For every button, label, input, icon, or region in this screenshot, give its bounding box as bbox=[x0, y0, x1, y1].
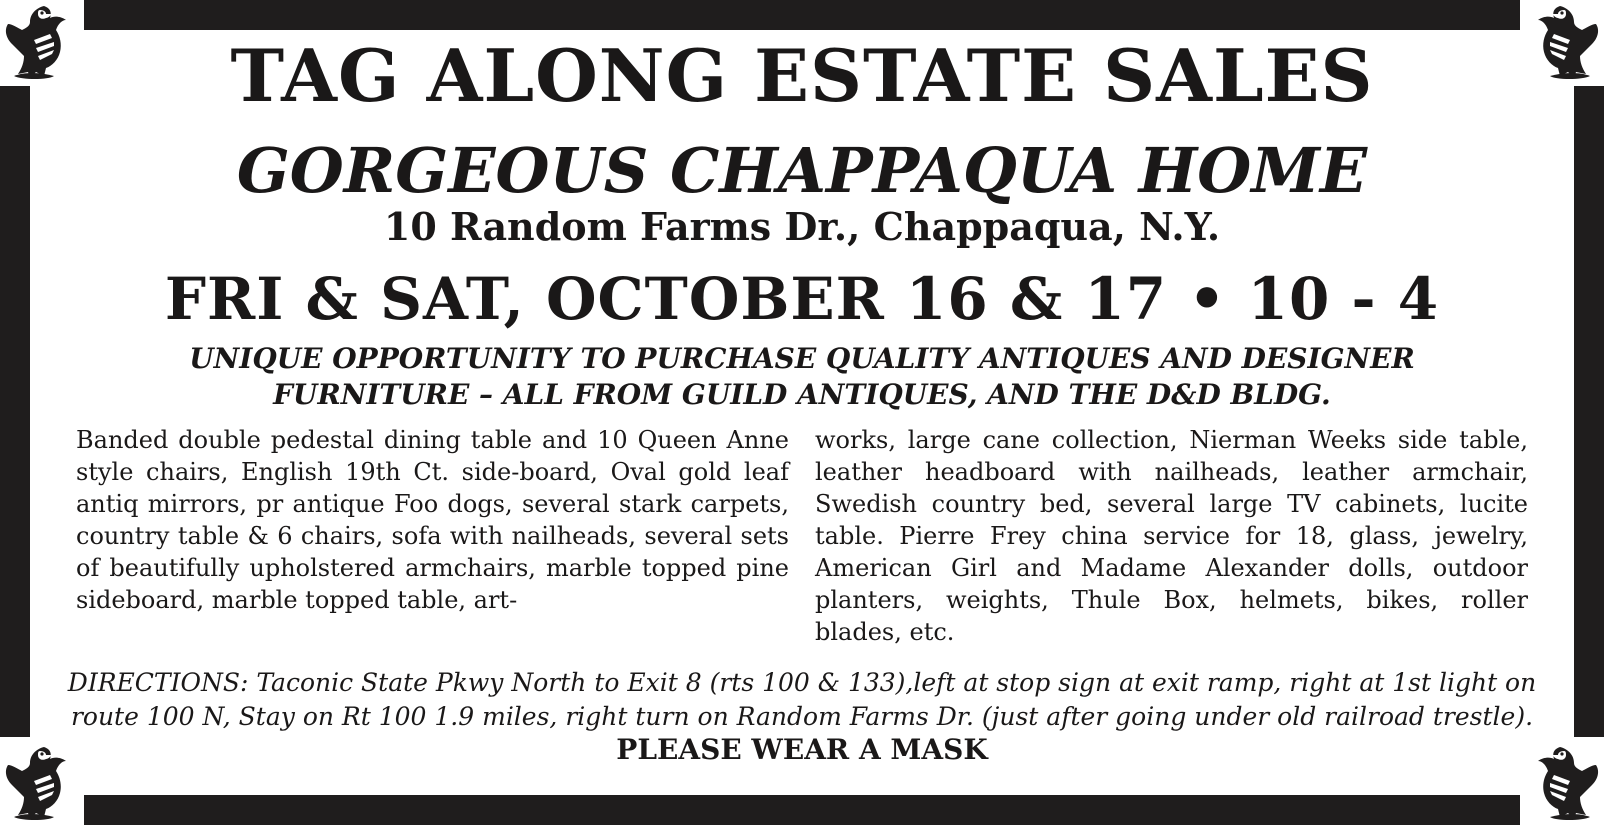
border-top bbox=[84, 0, 1520, 30]
directions-line: DIRECTIONS: Taconic State Pkwy North to Exit 8 (rts 100 & 133),left at stop sign at exit ramp, right at 1st light on bbox=[67, 668, 1537, 697]
sale-address: 10 Random Farms Dr., Chappaqua, N.Y. bbox=[383, 204, 1221, 249]
listing-column-right: works, large cane collection, Nierman Weeks side table, leather headboard with nailheads, leather armchair, Swedish country bed, several large TV cabinets, lucite table. Pierre Frey china service for 18, glass, jewelry, American Girl and Madame Alexander dolls, outdoor planters, weights, Thule Box, helmets, bikes, roller blades, etc. bbox=[815, 426, 1528, 646]
headline: GORGEOUS CHAPPAQUA HOME bbox=[236, 134, 1368, 207]
tagline-line: UNIQUE OPPORTUNITY TO PURCHASE QUALITY ANTIQUES AND DESIGNER bbox=[189, 342, 1415, 375]
tagline-line: FURNITURE – ALL FROM GUILD ANTIQUES, AND THE D&D BLDG. bbox=[273, 378, 1331, 411]
item-listing bbox=[76, 424, 1528, 648]
border-bottom bbox=[84, 795, 1520, 825]
listing-column-left: Banded double pedestal dining table and 10 Queen Anne style chairs, English 19th Ct. side-board, Oval gold leaf antiq mirrors, pr antique Foo dogs, several stark carpets, country table & 6 chairs, sofa with nailheads, several sets of beautifully upholstered armchairs, marble topped pine sideboard, marble topped table, art- bbox=[76, 426, 789, 614]
directions bbox=[50, 666, 1554, 734]
company-name: TAG ALONG ESTATE SALES bbox=[230, 33, 1374, 118]
tagline bbox=[80, 341, 1524, 413]
directions-line: route 100 N, Stay on Rt 100 1.9 miles, right turn on Random Farms Dr. (just after going under old railroad trestle). bbox=[70, 702, 1534, 731]
sale-dates: FRI & SAT, OCTOBER 16 & 17 • 10 - 4 bbox=[164, 265, 1440, 333]
mask-notice: PLEASE WEAR A MASK bbox=[616, 733, 988, 766]
